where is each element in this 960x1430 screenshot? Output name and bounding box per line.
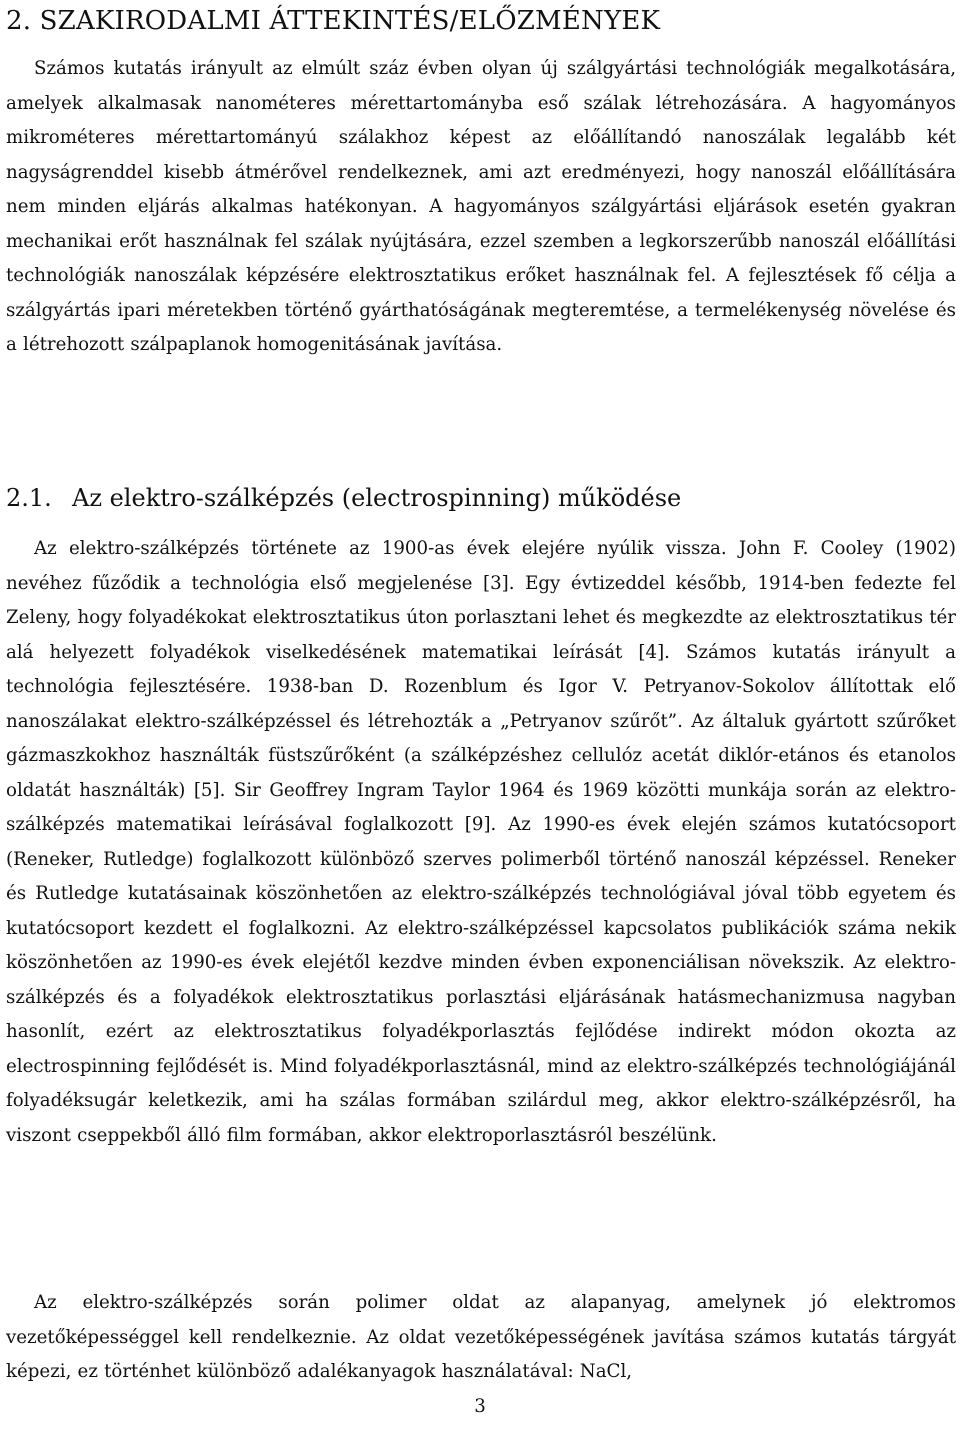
section-title: Az elektro-szálképzés (electrospinning) működése <box>72 484 682 512</box>
page-number: 3 <box>474 1396 486 1417</box>
paragraph-history: Az elektro-szálképzés története az 1900-as évek elejére nyúlik vissza. John F. Cooley (1902) nevéhez fűződik a technológia első megjelenése [3]. Egy évtizeddel később, 1914-ben fedezte fel Zeleny, hogy folyadékokat elektrosztatikus úton porlasztani lehet és megkezdte az elektrosztatikus tér alá helyezett folyadékok viselkedésének matematikai leírását [4]. Számos kutatás irányult a technológia fejlesztésére. 1938-ban D. Rozenblum és Igor V. Petryanov-Sokolov állítottak elő nanoszálakat elektro-szálképzéssel és létrehozták a „Petryanov szűrőt”. Az általuk gyártott szűrőket gázmaszkokhoz használták füstszűrőként (a szálképzéshez cellulóz acetát diklór-etános és etanolos oldatát használták) [5]. Sir Geoffrey Ingram Taylor 1964 és 1969 közötti munkája során az elektro-szálképzés matematikai leírásával foglalkozott [9]. Az 1990-es évek elején számos kutatócsoport (Reneker, Rutledge) foglalkozott különböző szerves polimerből történő nanoszál képzéssel. Reneker és Rutledge kutatásainak köszönhetően az elektro-szálképzés technológiával jóval több egyetem és kutatócsoport kezdett el foglalkozni. Az elektro-szálképzéssel kapcsolatos publikációk száma nekik köszönhetően az 1990-es évek elejétől kezdve minden évben exponenciálisan növekszik. Az elektro-szálképzés és a folyadékok elektrosztatikus porlasztási eljárásának hatásmechanizmusa nagyban hasonlít, ezért az elektrosztatikus folyadékporlasztás fejlődése indirekt módon okozta az electrospinning fejlődését is. Mind folyadékporlasztásnál, mind az elektro-szálképzés technológiájánál folyadéksugár keletkezik, ami ha szálas formában szilárdul meg, akkor elektro-szálképzésről, ha viszont cseppekből álló film formában, akkor elektroporlasztásról beszélünk. <box>6 538 956 1146</box>
section-number: 2.1. <box>6 484 52 512</box>
paragraph-intro: Számos kutatás irányult az elmúlt száz évben olyan új szálgyártási technológiák megalkotására, amelyek alkalmasak nanométeres mérettartományba eső szálak létrehozására. A hagyományos mikrométeres mérettartományú szálakhoz képest az előállítandó nanoszálak legalább két nagyságrenddel kisebb átmérővel rendelkeznek, ami azt eredményezi, hogy nanoszál előállítására nem minden eljárás alkalmas hatékonyan. A hagyományos szálgyártási eljárások esetén gyakran mechanikai erőt használnak fel szálak nyújtására, ezzel szemben a legkorszerűbb nanoszál előállítási technológiák nanoszálak képzésére elektrosztatikus erőket használnak fel. A fejlesztések fő célja a szálgyártás ipari méretekben történő gyárthatóságának megteremtése, a termelékenység növelése és a létrehozott szálpaplanok homogenitásának javítása. <box>6 58 956 355</box>
section-heading <box>6 480 956 516</box>
chapter-heading: 2. SZAKIRODALMI ÁTTEKINTÉS/ELŐZMÉNYEK <box>6 6 661 36</box>
paragraph-polymer-solution: Az elektro-szálképzés során polimer oldat az alapanyag, amelynek jó elektromos vezetőképességgel kell rendelkeznie. Az oldat vezetőképességének javítása számos kutatás tárgyát képezi, ez történhet különböző adalékanyagok használatával: NaCl, <box>6 1292 956 1382</box>
